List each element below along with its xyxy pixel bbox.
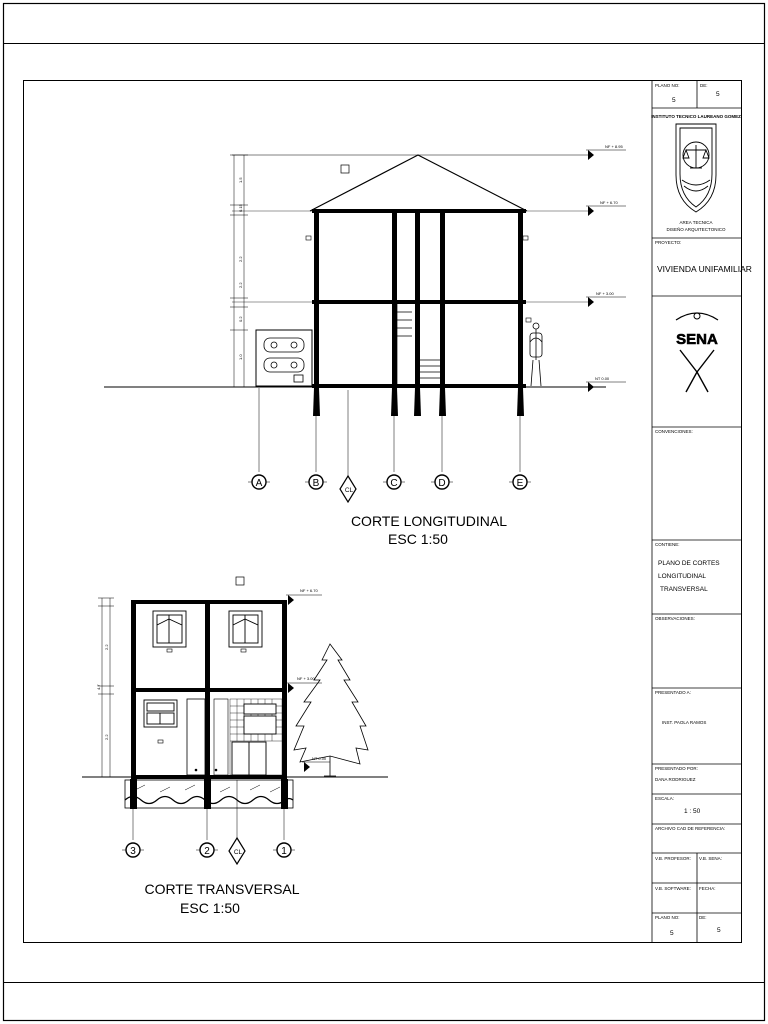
svg-text:3: 3 [130,846,136,857]
plano-no-value: 5 [672,97,676,104]
presentado-por-label: PRESENTADO POR: [655,766,698,771]
contiene-line-3: TRANSVERSAL [660,586,708,593]
svg-text:NF + 6.70: NF + 6.70 [300,588,318,593]
corte-longitudinal-drawing [104,144,626,502]
svg-text:NF + 3.00: NF + 3.00 [596,291,614,296]
axis-bubble-2 [196,843,218,857]
window-mark-2 [523,236,528,240]
switch-mark-2 [241,649,246,652]
institute-crest-icon [676,124,716,212]
proyecto-value: VIVIENDA UNIFAMILIAR [657,264,752,274]
axis-bubble-1 [273,843,295,857]
archivo-label: ARCHIVO CAD DE REFERENCIA: [655,826,726,831]
svg-text:2: 2 [204,846,210,857]
column-mid [415,213,420,384]
window-mark-1 [306,236,311,240]
proyecto-label: PROYECTO: [655,240,682,245]
axis-bubble-3 [122,843,144,857]
svg-text:D: D [438,478,446,489]
svg-text:0.15: 0.15 [238,204,243,212]
ground-slab-long [312,384,526,388]
axis-bubbles-trans [122,838,295,864]
axis-bubble-c [383,475,405,489]
column-3 [131,604,136,775]
observaciones-label: OBSERVACIONES: [655,616,695,621]
level-marker [586,376,626,392]
page-border [4,4,765,1021]
door-trans [187,699,205,775]
plano-no-bottom-label: PLANO NO: [655,915,680,920]
vb-profesor-label: V.B. PROFESOR: [655,856,691,861]
axis-bubble-cl [340,476,356,502]
roof-long [310,155,527,211]
window-mark-3 [526,318,531,322]
sena-logo-icon [676,313,718,392]
axis-bubble-b [305,475,327,489]
institute-name: INSTITUTO TECNICO LAUREANO GOMEZ [651,114,741,119]
dimension-column-long [230,155,248,387]
escala-label: ESCALA: [655,796,675,801]
plano-no-bottom-value: 5 [670,930,674,937]
area-sub-label: DISEÑO ARQUITECTONICO [666,227,726,232]
kitchen-cabinets [232,704,276,775]
svg-text:B: B [312,478,320,489]
level-marker [586,200,626,216]
level-marker [286,588,322,605]
presentado-a-value: INST. PAOLA RAMOS [662,720,707,725]
person-icon [530,323,542,386]
tree-icon [294,644,368,776]
svg-text:CL: CL [344,487,354,494]
area-label: AREA TECNICA [679,220,713,225]
de-bottom-label: DE: [699,915,707,920]
foundation-trans [125,779,293,809]
de-bottom-value: 5 [717,927,721,934]
svg-text:CL: CL [233,849,243,856]
upper-window-left [153,611,186,647]
contiene-line-1: PLANO DE CORTES [658,560,720,567]
svg-text:SENA: SENA [676,331,718,348]
upper-window-right [229,611,262,647]
lower-window-left [144,700,177,727]
column-1 [282,604,287,775]
plano-no-label: PLANO NO: [655,83,680,88]
corte-longitudinal-scale: ESC 1:50 [388,531,448,547]
column-e [518,213,523,384]
roof-vent-trans [236,577,244,585]
svg-text:C: C [390,478,398,489]
axis-bubble-e [509,475,531,489]
corte-transversal-scale: ESC 1:50 [180,900,240,916]
ground-slab-trans [131,775,287,779]
axis-bubble-cl [229,838,245,864]
chimney-vent [341,165,349,173]
axis-bubbles-long [248,475,531,502]
svg-text:E: E [516,478,524,489]
column-c [392,213,397,384]
svg-text:2.2: 2.2 [238,256,243,262]
floor-mark-2 [215,769,218,772]
svg-text:1.5: 1.5 [238,177,243,183]
corte-transversal-drawing [82,577,388,864]
corte-longitudinal-title: CORTE LONGITUDINAL [350,513,508,529]
svg-text:0.2: 0.2 [238,316,243,322]
svg-text:NF + 8.95: NF + 8.95 [605,144,623,149]
svg-text:A: A [255,478,263,489]
dimension-labels-long [238,177,243,360]
corte-transversal-title: CORTE TRANSVERSAL [144,881,300,897]
column-b [314,213,319,384]
svg-text:1.0: 1.0 [238,354,243,360]
svg-text:NF + 6.70: NF + 6.70 [600,200,618,205]
axis-bubble-d [431,475,453,489]
dim-label-trans: 2.2 [104,644,109,650]
presentado-a-label: PRESENTADO A: [655,690,691,695]
presentado-por-value: DANA RODRIGUEZ [655,777,696,782]
vb-software-label: V.B. SOFTWARE: [655,886,691,891]
floor-mark-1 [195,769,198,772]
svg-text:NF + 3.00: NF + 3.00 [297,676,315,681]
footings-long [313,388,524,416]
dim-label-trans: 4.7 [96,684,101,690]
svg-text:NT 0.00: NT 0.00 [312,756,327,761]
svg-text:1: 1 [281,846,287,857]
vb-sena-label: V.B. SENA: [699,856,722,861]
escala-value: 1 : 50 [684,808,701,815]
contiene-line-2: LONGITUDINAL [658,573,707,580]
column-2 [205,604,210,775]
svg-text:NT 0.00: NT 0.00 [595,376,610,381]
dim-label-trans: 2.2 [104,734,109,740]
switch-mark-1 [167,649,172,652]
svg-text:2.2: 2.2 [238,282,243,288]
car-icon [264,338,304,382]
axis-lines-long [259,388,520,480]
column-d [440,213,445,384]
level-marker [586,144,626,160]
de-label: DE: [700,83,708,88]
convenciones-label: CONVENCIONES: [655,429,693,434]
axis-bubble-a [248,475,270,489]
level-marker [586,291,626,307]
fecha-label: FECHA: [699,886,716,891]
roof-slab-trans [131,600,287,604]
hall-opening [214,699,228,775]
de-value: 5 [716,91,720,98]
level-markers-long [586,144,626,392]
switch-mark-3 [158,740,163,743]
contiene-label: CONTIENE: [655,542,680,547]
